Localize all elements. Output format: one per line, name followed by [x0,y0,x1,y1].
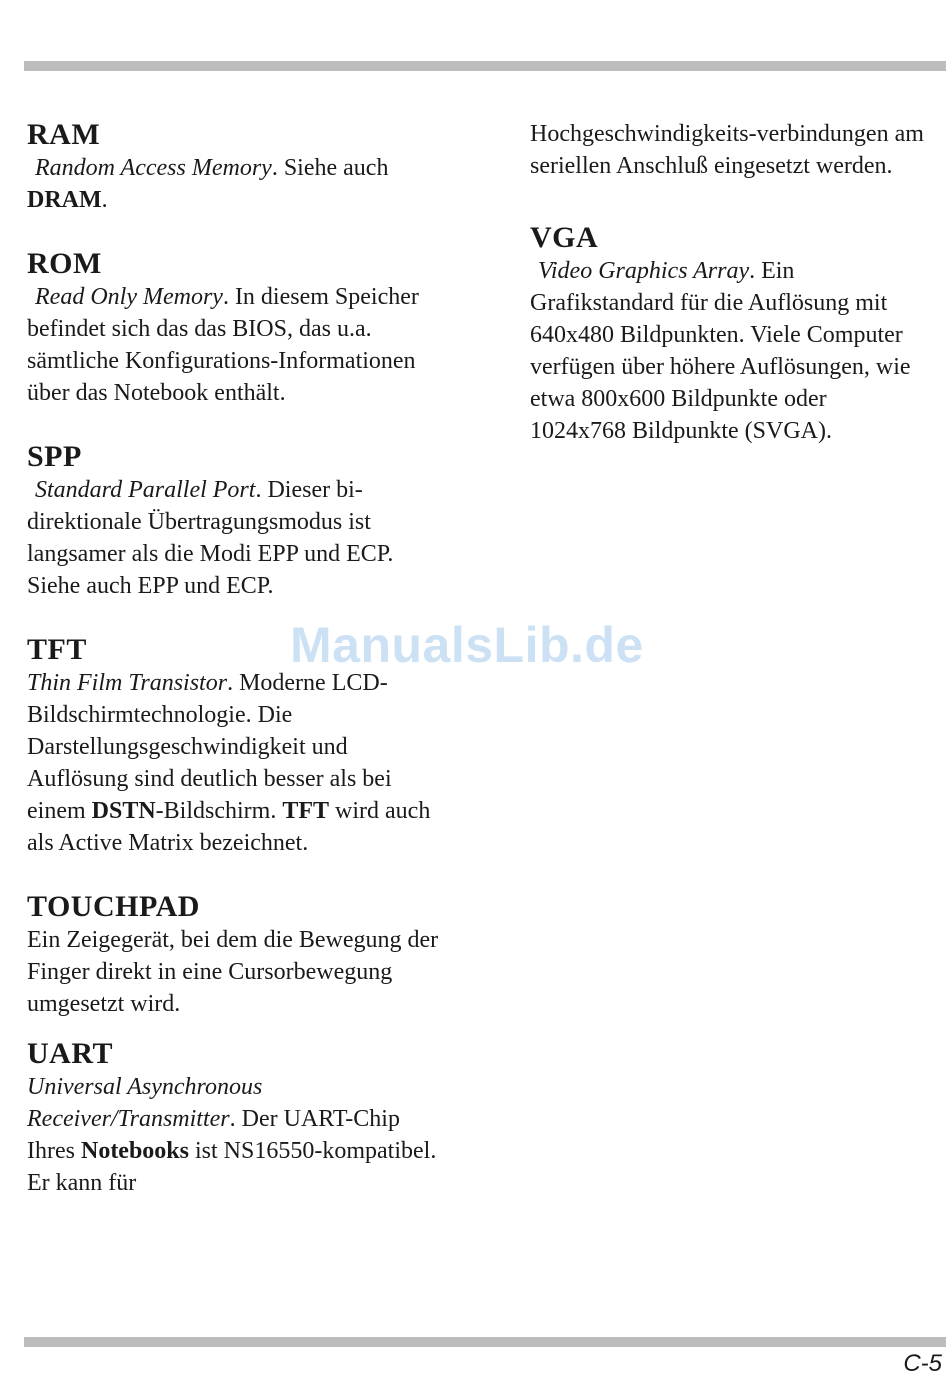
cross-reference: Notebooks [80,1138,189,1164]
term-expansion: Video Graphics Array [538,258,750,284]
page-number: C-5 [903,1350,942,1377]
term-definition [27,474,442,602]
term-heading: SPP [27,440,82,473]
term-heading: TOUCHPAD [27,890,200,923]
term-heading: UART [27,1037,113,1070]
term-definition [27,152,442,216]
definition-text: . Moderne LCD-Bildschirmtechnologie. Die Darstellungsgeschwindigkeit und Auflösung sind deutlich besser als bei einem [27,670,392,824]
term-definition [27,1071,442,1199]
term-heading: TFT [27,633,87,666]
right-column [530,118,925,478]
entry-ram [27,118,442,216]
cross-reference: DSTN [91,798,156,824]
term-heading: VGA [530,221,599,254]
entry-vga [530,221,925,447]
definition-text: -Bildschirm. [155,798,283,824]
definition-text: . Siehe auch [271,155,389,181]
definition-text: . Der UART-Chip Ihres [27,1106,400,1164]
term-heading: ROM [27,247,102,280]
definition-text: wird auch als Active Matrix bezeichnet. [27,798,431,856]
uart-continued-text: Hochgeschwindigkeits-verbindungen am seriellen Anschluß eingesetzt werden. [530,121,924,179]
term-expansion: Random Access Memory [35,155,272,181]
definition-text: . [101,187,108,213]
term-expansion: Standard Parallel Port [35,477,256,503]
top-rule [24,61,946,71]
watermark: ManualsLib.de [290,617,644,673]
term-heading: RAM [27,118,101,151]
cross-reference: TFT [282,798,330,824]
term-definition: Ein Zeigegerät, bei dem die Bewegung der Finger direkt in eine Cursorbewegung umgesetzt wird. [27,927,439,1017]
entry-rom [27,247,442,409]
definition-text: . In diesem Speicher befindet sich das das BIOS, das u.a. sämtliche Konfigurations-Informationen über das Notebook enthält. [27,284,419,406]
term-expansion: Universal Asynchronous Receiver/Transmitter [27,1074,263,1132]
left-column [27,118,442,1230]
definition-text: ist NS16550-kompatibel. Er kann für [27,1138,437,1196]
term-expansion: Thin Film Transistor [27,670,228,696]
bottom-rule [24,1337,946,1347]
term-definition [27,667,442,859]
term-definition [27,281,442,409]
entry-touchpad [27,890,442,1020]
entry-uart [27,1037,442,1199]
definition-text: . Ein Grafikstandard für die Auflösung mit 640x480 Bildpunkten. Viele Computer verfügen über höhere Auflösungen, wie etwa 800x600 Bildpunkte oder 1024x768 Bildpunkte (SVGA). [530,258,911,444]
term-definition [530,255,925,447]
entry-spp [27,440,442,602]
definition-text: . Dieser bi-direktionale Übertragungsmodus ist langsamer als die Modi EPP und ECP. Siehe auch EPP und ECP. [27,477,394,599]
term-expansion: Read Only Memory [35,284,223,310]
cross-reference: DRAM [27,187,102,213]
